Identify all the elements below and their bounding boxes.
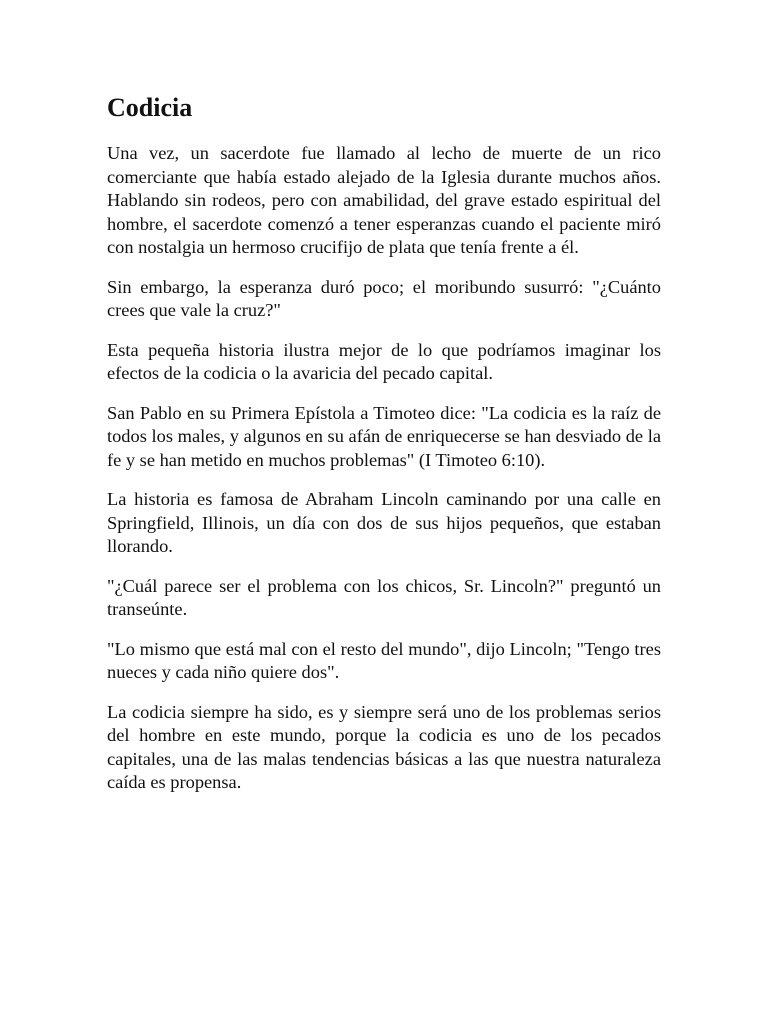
paragraph-6: "¿Cuál parece ser el problema con los chicos, Sr. Lincoln?" preguntó un transeúnte. (107, 575, 661, 619)
paragraph-8: La codicia siempre ha sido, es y siempre será uno de los problemas serios del hombre en este mundo, porque la codicia es uno de los pecados capitales, una de las malas tendencias básicas a las que nuestra naturaleza caída es propensa. (107, 701, 661, 792)
paragraph-4: San Pablo en su Primera Epístola a Timoteo dice: "La codicia es la raíz de todos los males, y algunos en su afán de enriquecerse se han desviado de la fe y se han metido en muchos problemas" (I Timoteo 6:10). (107, 402, 661, 470)
document-page (107, 92, 661, 811)
paragraph-5: La historia es famosa de Abraham Lincoln caminando por una calle en Springfield, Illinois, un día con dos de sus hijos pequeños, que estaban llorando. (107, 489, 661, 556)
page-title: Codicia (107, 93, 193, 122)
paragraph-2: Sin embargo, la esperanza duró poco; el moribundo susurró: "¿Cuánto crees que vale la cruz?" (107, 276, 661, 320)
paragraph-1: Una vez, un sacerdote fue llamado al lecho de muerte de un rico comerciante que había estado alejado de la Iglesia durante muchos años. Hablando sin rodeos, pero con amabilidad, del grave estado espiritual del hombre, el sacerdote comenzó a tener esperanzas cuando el paciente miró con nostalgia un hermoso crucifijo de plata que tenía frente a él. (107, 143, 661, 257)
paragraph-3: Esta pequeña historia ilustra mejor de lo que podríamos imaginar los efectos de la codicia o la avaricia del pecado capital. (107, 339, 661, 383)
paragraph-7: "Lo mismo que está mal con el resto del mundo", dijo Lincoln; "Tengo tres nueces y cada niño quiere dos". (107, 638, 661, 682)
